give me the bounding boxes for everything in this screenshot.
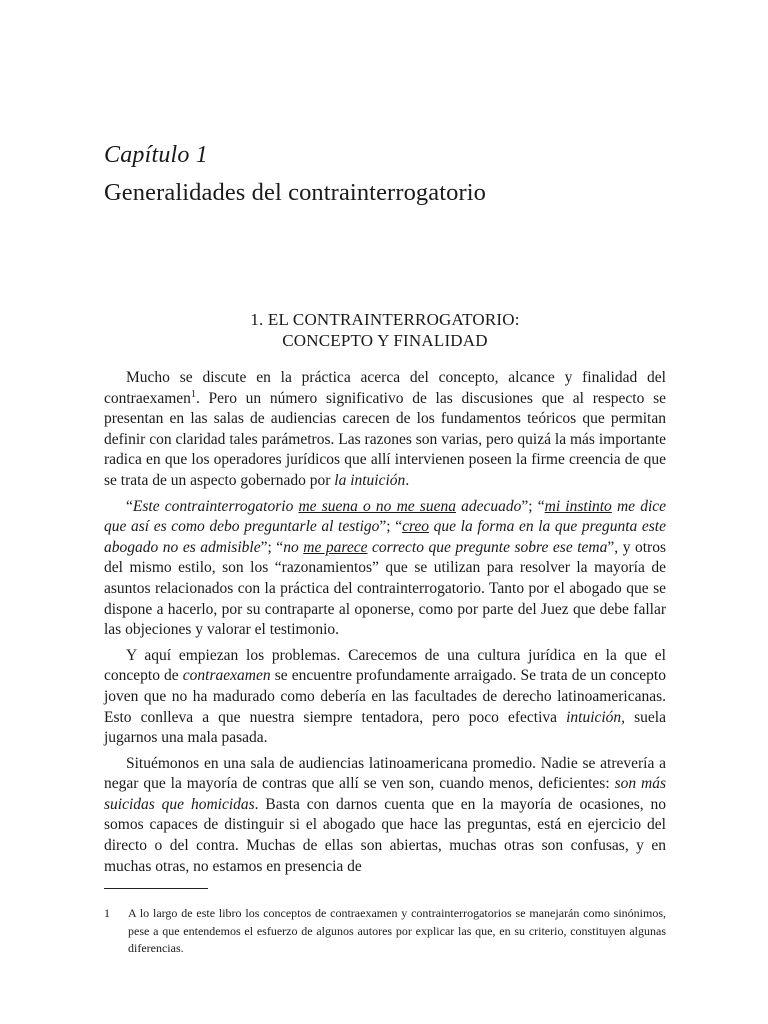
chapter-title: Generalidades del contrainterrogatorio	[104, 179, 487, 206]
emphasized-text: correcto que pregunte sobre ese tema	[367, 538, 608, 556]
body-text	[104, 368, 666, 882]
paragraph	[104, 754, 666, 878]
text-run: . Pero un número significativo de las discusiones que al respecto se presentan en las salas de audiencias carecen de los fundamentos teóricos que permitan definir con claridad tales parámetros. Las razones son varias, pero quizá la más importante radica en que los operadores jurídicos que allí intervienen poseen la firme creencia de que se trata de un aspecto gobernado por	[104, 389, 666, 489]
section-heading-line-2: CONCEPTO Y FINALIDAD	[282, 331, 488, 350]
footnote-divider	[104, 888, 208, 889]
text-run: . Basta con darnos cuenta que en la mayoría de ocasiones, no somos capaces de distinguir si el abogado que hace las preguntas, está en ejercicio del directo o del contra. Muchas de ellas son abiertas, muchas otras son confusas, y en muchas otras, no estamos en presencia de	[104, 795, 667, 875]
text-run: Y aquí empiezan los problemas. Carecemos de una cultura jurídica en la que el concepto de	[104, 646, 666, 685]
emphasized-text: intuición,	[566, 708, 626, 726]
paragraph	[104, 646, 666, 749]
emphasized-text: adecuado	[455, 497, 522, 515]
chapter-label: Capítulo 1	[104, 142, 209, 168]
emphasized-text: son más suicidas que homicidas	[104, 775, 666, 813]
text-run: ”; “	[260, 538, 284, 556]
paragraph	[104, 368, 666, 492]
emphasized-text: la intuición	[334, 471, 406, 489]
footnote-text: A lo largo de este libro los conceptos de contraexamen y contrainterrogatorios se manejarán como sinónimos, pese a que entendemos el esfuerzo de algunos autores por explicar las que, en su criterio, constituyen algunas diferencias.	[128, 906, 666, 955]
text-run: se encuentre profundamente arraigado. Se trata de un concepto joven que no ha madurado como debería en las facultades de derecho latinoamericanas. Esto conlleva a que nuestra siempre tentadora, pero poco efectiva	[104, 667, 666, 726]
text-run: ”; “	[379, 518, 403, 536]
paragraph	[104, 497, 666, 641]
footnote-reference: 1	[190, 388, 196, 400]
emphasized-text: no	[283, 538, 304, 556]
emphasized-text: me dice que así es como debo preguntarle al testigo	[104, 497, 667, 536]
emphasized-text: me suena o no me suena	[298, 497, 456, 515]
emphasized-text: me parece	[303, 538, 368, 556]
emphasized-text: mi instinto	[544, 497, 612, 515]
text-run: “	[126, 497, 133, 515]
text-run: Mucho se discute en la práctica acerca del concepto, alcance y finalidad del contraexamen	[104, 369, 666, 407]
emphasized-text: creo	[402, 518, 430, 536]
text-run: suela jugarnos una mala pasada.	[104, 708, 666, 747]
text-run: ”; “	[521, 497, 545, 515]
footnote-number: 1	[104, 906, 110, 920]
text-run: ”, y otros del mismo estilo, son los “razonamientos” que se utilizan para resolver la mayoría de asuntos relacionados con la práctica del contrainterrogatorio. Tanto por el abogado que se dispone a hacerlo, por su contraparte al oponerse, como por parte del Juez que debe fallar las objeciones y valorar el testimonio.	[104, 538, 666, 639]
text-run: Situémonos en una sala de audiencias latinoamericana promedio. Nadie se atrevería a negar que la mayoría de contras que allí se ven son, cuando menos, deficientes:	[104, 754, 666, 793]
emphasized-text: contraexamen	[182, 667, 271, 685]
section-heading	[104, 309, 666, 351]
section-heading-line-1: 1. EL CONTRAINTERROGATORIO:	[250, 310, 520, 329]
book-page	[104, 0, 666, 1024]
text-run: .	[405, 471, 410, 489]
emphasized-text: que la forma en la que pregunta este abogado no es admisible	[104, 518, 666, 556]
emphasized-text: Este contrainterrogatorio	[132, 497, 299, 515]
footnote	[104, 905, 666, 958]
